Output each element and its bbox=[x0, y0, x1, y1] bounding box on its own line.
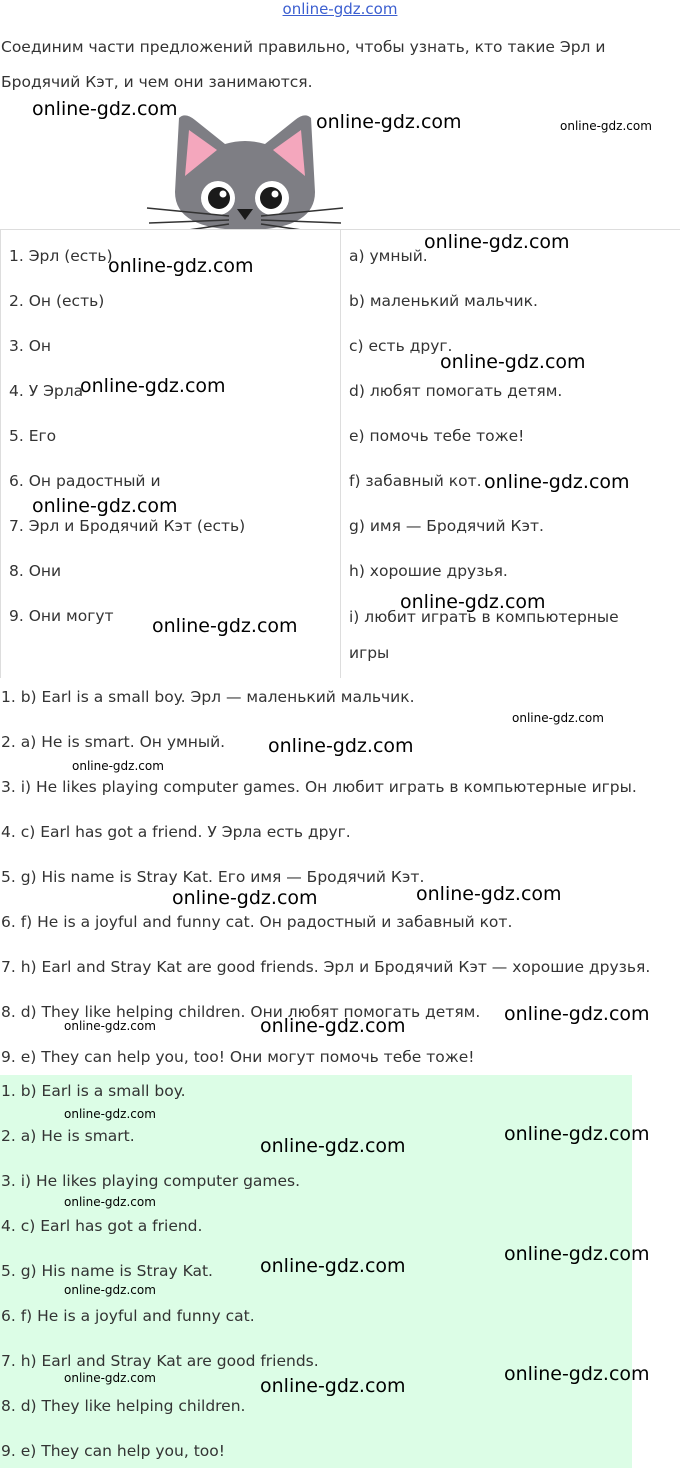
english-answer-line: 5. g) His name is Stray Kat. bbox=[1, 1262, 213, 1280]
watermark: online-gdz.com bbox=[268, 735, 414, 757]
watermark: online-gdz.com bbox=[316, 111, 462, 133]
english-answer-line: 3. i) He likes playing computer games. bbox=[1, 1172, 301, 1190]
watermark: online-gdz.com bbox=[64, 1107, 156, 1121]
right-item: g) имя — Бродячий Кэт. bbox=[349, 517, 544, 535]
left-item: 4. У Эрла bbox=[9, 382, 84, 400]
watermark: online-gdz.com bbox=[400, 591, 546, 613]
answer-line: 4. c) Earl has got a friend. У Эрла есть друг. bbox=[1, 823, 351, 841]
english-answer-line: 8. d) They like helping children. bbox=[1, 1397, 246, 1415]
right-item: b) маленький мальчик. bbox=[349, 292, 538, 310]
watermark: online-gdz.com bbox=[80, 375, 226, 397]
watermark: online-gdz.com bbox=[504, 1363, 650, 1385]
watermark: online-gdz.com bbox=[440, 351, 586, 373]
left-item: 6. Он радостный и bbox=[9, 472, 161, 490]
column-divider bbox=[340, 230, 341, 678]
english-answer-line: 1. b) Earl is a small boy. bbox=[1, 1082, 186, 1100]
english-answer-line: 6. f) He is a joyful and funny cat. bbox=[1, 1307, 255, 1325]
left-item: 3. Он bbox=[9, 337, 52, 355]
watermark: online-gdz.com bbox=[260, 1135, 406, 1157]
right-item: i) любит играть в компьютерные игры bbox=[349, 608, 619, 662]
right-item: d) любят помогать детям. bbox=[349, 382, 563, 400]
watermark: online-gdz.com bbox=[416, 883, 562, 905]
watermark: online-gdz.com bbox=[260, 1255, 406, 1277]
site-header bbox=[0, 0, 680, 18]
right-item: h) хорошие друзья. bbox=[349, 562, 508, 580]
watermark: online-gdz.com bbox=[504, 1003, 650, 1025]
right-item: c) есть друг. bbox=[349, 337, 453, 355]
watermark: online-gdz.com bbox=[64, 1019, 156, 1033]
watermark: online-gdz.com bbox=[504, 1243, 650, 1265]
english-answer-line: 4. c) Earl has got a friend. bbox=[1, 1217, 203, 1235]
answer-line: 3. i) He likes playing computer games. Он любит играть в компьютерные игры. bbox=[1, 778, 637, 796]
watermark: online-gdz.com bbox=[64, 1371, 156, 1385]
watermark: online-gdz.com bbox=[152, 615, 298, 637]
right-item: e) помочь тебе тоже! bbox=[349, 427, 525, 445]
watermark: online-gdz.com bbox=[172, 887, 318, 909]
answer-line: 2. a) He is smart. Он умный. bbox=[1, 733, 226, 751]
answer-line: 8. d) They like helping children. Они любят помогать детям. bbox=[1, 1003, 481, 1021]
watermark: online-gdz.com bbox=[260, 1015, 406, 1037]
english-answer-line: 9. e) They can help you, too! bbox=[1, 1442, 225, 1460]
left-item: 1. Эрл (есть) bbox=[9, 247, 113, 265]
watermark: online-gdz.com bbox=[72, 759, 164, 773]
answer-line: 6. f) He is a joyful and funny cat. Он радостный и забавный кот. bbox=[1, 913, 513, 931]
watermark: online-gdz.com bbox=[64, 1195, 156, 1209]
left-item: 7. Эрл и Бродячий Кэт (есть) bbox=[9, 517, 246, 535]
answer-line: 9. e) They can help you, too! Они могут помочь тебе тоже! bbox=[1, 1048, 475, 1066]
left-column bbox=[9, 230, 334, 635]
english-answer-line: 7. h) Earl and Stray Kat are good friends. bbox=[1, 1352, 319, 1370]
answer-line: 7. h) Earl and Stray Kat are good friends. Эрл и Бродячий Кэт — хорошие друзья. bbox=[1, 958, 651, 976]
left-item: 9. Они могут bbox=[9, 607, 114, 625]
intro-text: Соединим части предложений правильно, чтобы узнать, кто такие Эрл и Бродячий Кэт, и чем они занимаются. bbox=[1, 38, 606, 91]
right-item: a) умный. bbox=[349, 247, 428, 265]
watermark: online-gdz.com bbox=[560, 119, 652, 133]
left-item: 5. Его bbox=[9, 427, 57, 445]
cat-icon bbox=[145, 110, 345, 230]
matching-table bbox=[0, 229, 680, 678]
watermark: online-gdz.com bbox=[108, 255, 254, 277]
watermark: online-gdz.com bbox=[512, 711, 604, 725]
watermark: online-gdz.com bbox=[260, 1375, 406, 1397]
watermark: online-gdz.com bbox=[424, 231, 570, 253]
watermark: online-gdz.com bbox=[504, 1123, 650, 1145]
watermark: online-gdz.com bbox=[32, 495, 178, 517]
watermark: online-gdz.com bbox=[484, 471, 630, 493]
answer-line: 5. g) His name is Stray Kat. Его имя — Бродячий Кэт. bbox=[1, 868, 425, 886]
site-header-link[interactable]: online-gdz.com bbox=[282, 0, 398, 18]
answer-line: 1. b) Earl is a small boy. Эрл — маленький мальчик. bbox=[1, 688, 415, 706]
left-item: 8. Они bbox=[9, 562, 62, 580]
watermark: online-gdz.com bbox=[64, 1283, 156, 1297]
watermark: online-gdz.com bbox=[32, 98, 178, 120]
left-item: 2. Он (есть) bbox=[9, 292, 105, 310]
right-item: f) забавный кот. bbox=[349, 472, 482, 490]
english-answer-line: 2. a) He is smart. bbox=[1, 1127, 135, 1145]
